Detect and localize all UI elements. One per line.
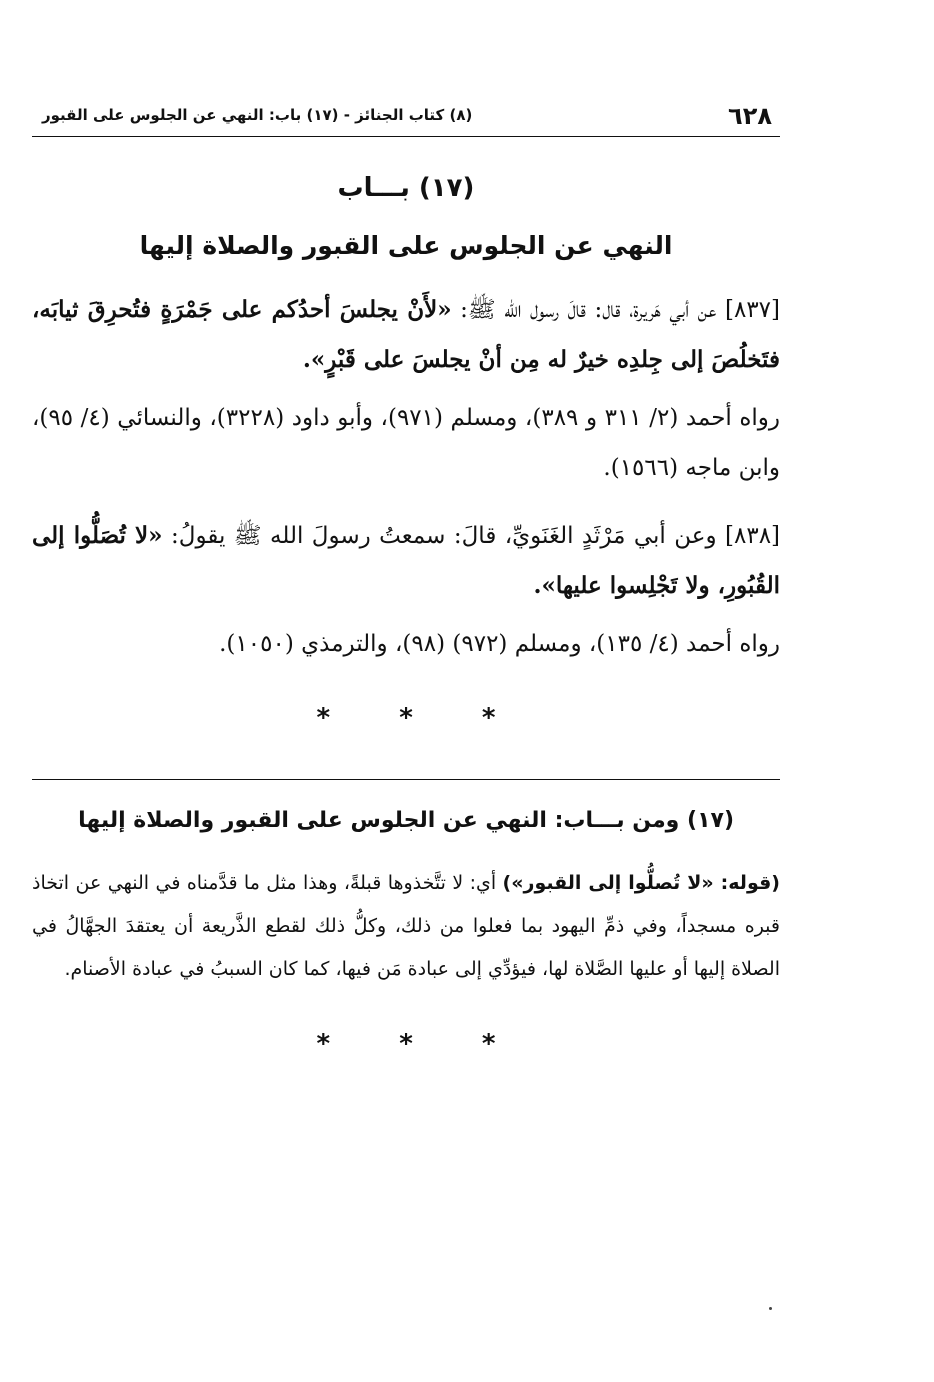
section-separator: * * * xyxy=(316,703,496,733)
chapter-title: النهي عن الجلوس على القبور والصلاة إليها xyxy=(139,231,673,260)
chapter-heading: (١٧) بـــاب xyxy=(337,173,475,203)
commentary-quote: (قوله: «لا تُصلُّوا إلى القبور») xyxy=(502,872,780,894)
hadith-838-takhrij: رواه أحمد (٤/ ١٣٥)، ومسلم (٩٧٢) (٩٨)، والترمذي (١٠٥٠). xyxy=(219,631,780,657)
hadith-number: [٨٣٨] xyxy=(725,523,781,549)
hadith-837 xyxy=(32,285,780,385)
hadith-837-takhrij: رواه أحمد (٢/ ٣١١ و ٣٨٩)، ومسلم (٩٧١)، وأبو داود (٣٢٢٨)، والنسائي (٤/ ٩٥)، وابن ماجه (١٥٦٦). xyxy=(32,405,780,481)
running-title: (٨) كتاب الجنائز - (١٧) باب: النهي عن الجلوس على القبور xyxy=(42,106,473,124)
hadith-number: [٨٣٧] xyxy=(724,297,781,323)
scan-speck xyxy=(769,1307,772,1310)
commentary-title: (١٧) ومن بـــاب: النهي عن الجلوس على القبور والصلاة إليها xyxy=(78,808,734,833)
commentary-text: أي: لا تتَّخذوها قبلةً، وهذا مثل ما قدَّمناه في النهي عن اتخاذ قبره مسجداً، وفي ذمِّ اليهود بما فعلوا من ذلك، وكلُّ ذلك لقطع الذَّريعة أن يعتقدَ الجهَّالُ في الصلاة إليها أو عليها الصَّلاة لها، فيؤدِّي إلى عبادة مَن فيها، كما كان السببُ في عبادة الأصنام. xyxy=(32,872,780,980)
page-number: ٦٢٨ xyxy=(728,102,772,130)
end-separator: * * * xyxy=(316,1029,496,1059)
hadith-text: «لأَنْ يجلسَ أحدُكم على جَمْرَةٍ فتُحرِقَ ثيابَه، فتَخلُصَ إلى جِلدِه خيرٌ له مِن أنْ يجلسَ على قَبْرٍ». xyxy=(32,296,780,373)
hadith-text: «لا تُصَلُّوا إلى القُبُورِ، ولا تَجْلِسوا عليها». xyxy=(32,522,780,599)
hadith-intro: عن أبي هَريرة، قال: قالَ رسول الله ﷺ: xyxy=(460,297,717,323)
book-page xyxy=(32,100,780,1069)
running-header xyxy=(32,100,780,137)
commentary-body xyxy=(32,862,780,991)
footnote-divider xyxy=(32,779,780,780)
hadith-838 xyxy=(32,511,780,611)
hadith-intro: وعن أبي مَرْثَدٍ الغَنَويِّ، قالَ: سمعتُ رسولَ الله ﷺ يقولُ: xyxy=(170,523,717,549)
